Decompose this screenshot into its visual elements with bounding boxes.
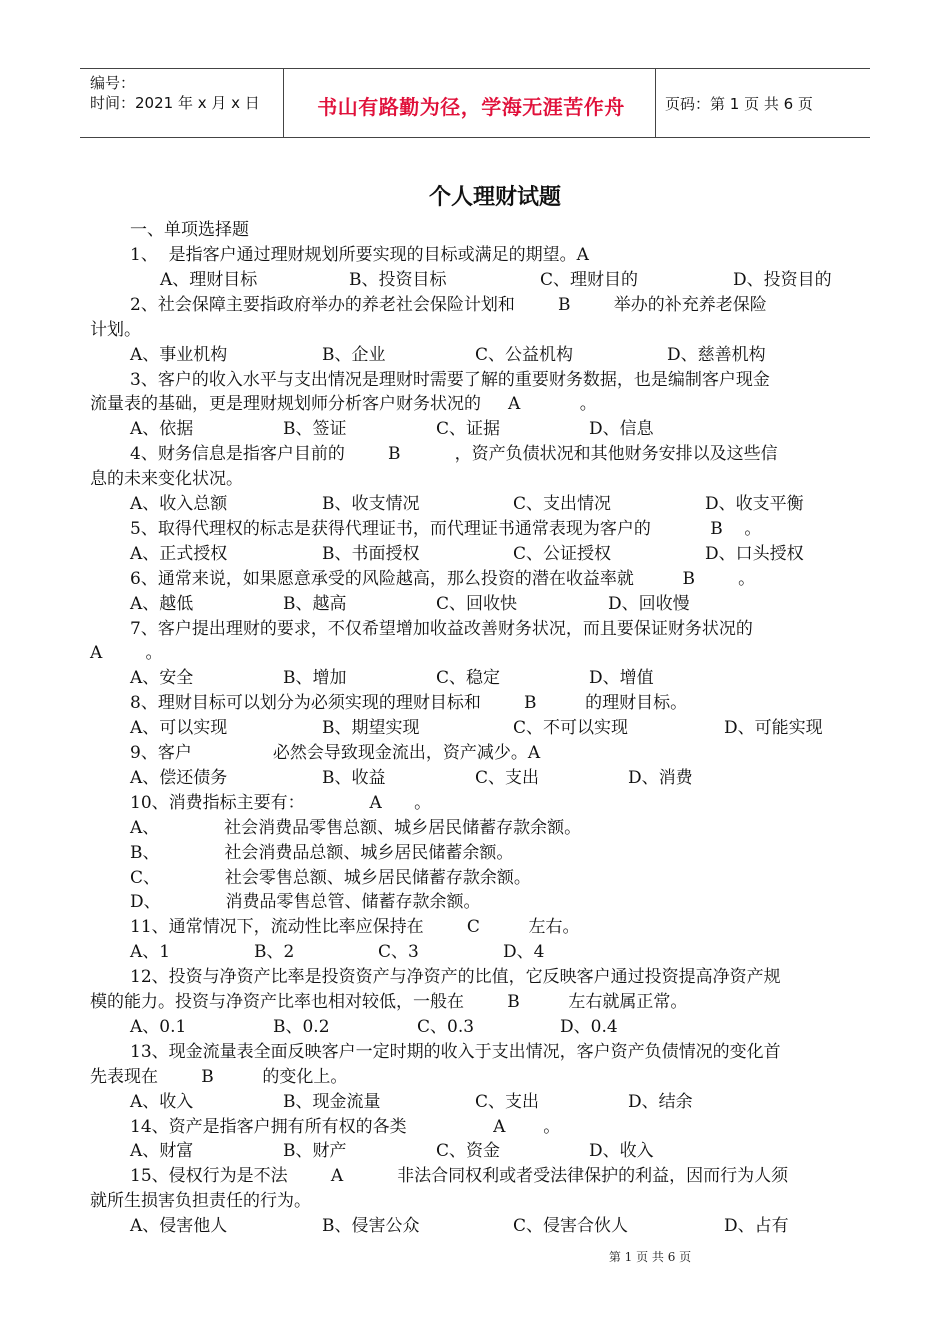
question-text: 10、消费指标主要有： A 。 — [130, 792, 432, 813]
answer-option: A、安全 — [130, 668, 194, 689]
question-text: 8、理财目标可以划分为必须实现的理财目标和 B 的理财目标。 — [130, 693, 688, 714]
answer-option: B、越高 — [283, 593, 347, 614]
answer-option: D、收入 — [589, 1141, 654, 1162]
answer-option: C、资金 — [436, 1141, 501, 1162]
answer-option: D、投资目的 — [733, 269, 832, 290]
answer-option: C、支出 — [475, 767, 540, 788]
question-text: 4、财务信息是指客户目前的 B ，资产负债状况和其他财务安排以及这些信 — [130, 444, 778, 465]
question-text: 计划。 — [90, 319, 141, 340]
question-text: 13、现金流量表全面反映客户一定时期的收入于支出情况，客户资产负债情况的变化首 — [130, 1041, 781, 1062]
answer-option: C、公益机构 — [475, 344, 574, 365]
answer-option: D、增值 — [589, 668, 654, 689]
question-text: 息的未来变化状况。 — [90, 469, 243, 490]
answer-option: D、回收慢 — [608, 593, 690, 614]
question-text: 先表现在 B 的变化上。 — [90, 1066, 348, 1087]
answer-option: C、支出情况 — [513, 494, 612, 514]
question-text: 9、客户 必然会导致现金流出，资产减少。A — [130, 743, 541, 763]
answer-option: A、侵害他人 — [130, 1216, 228, 1237]
answer-option: A、 社会消费品零售总额、城乡居民储蓄存款余额。 — [130, 817, 582, 838]
question-text: 11、通常情况下，流动性比率应保持在 C 左右。 — [130, 917, 580, 938]
question-text: 3、客户的收入水平与支出情况是理财时需要了解的重要财务数据，也是编制客户现金 — [130, 369, 770, 390]
answer-option: A、偿还债务 — [130, 767, 228, 788]
header-motto: 书山有路勤为径，学海无涯苦作舟 — [317, 95, 625, 119]
answer-option: D、信息 — [589, 419, 654, 440]
question-text: 2、社会保障主要指政府举办的养老社会保险计划和 B 举办的补充养老保险 — [130, 294, 767, 315]
question-text: 5、取得代理权的标志是获得代理证书，而代理证书通常表现为客户的 B 。 — [130, 518, 762, 539]
answer-option: A、收入 — [130, 1091, 194, 1112]
question-text: 15、侵权行为是不法 A 非法合同权利或者受法律保护的利益，因而行为人须 — [130, 1166, 789, 1187]
answer-option: B、现金流量 — [283, 1091, 381, 1112]
question-text: 1、 是指客户通过理财规划所要实现的目标或满足的期望。A — [130, 245, 589, 265]
answer-option: B、投资目标 — [349, 269, 447, 290]
answer-option: B、增加 — [283, 668, 347, 689]
answer-option: A、收入总额 — [130, 494, 228, 514]
answer-option: B、0.2 — [273, 1016, 330, 1037]
answer-option: C、回收快 — [436, 593, 518, 614]
answer-option: D、4 — [503, 942, 545, 963]
header-page-info: 页码：第 1 页 共 6 页 — [665, 95, 813, 113]
answer-option: A、正式授权 — [130, 543, 228, 564]
answer-option: A、事业机构 — [130, 344, 228, 365]
answer-option: C、理财目的 — [540, 269, 639, 290]
answer-option: D、消费 — [628, 767, 693, 788]
answer-option: B、财产 — [283, 1141, 347, 1162]
answer-option: A、财富 — [130, 1141, 194, 1162]
header-time: 时间：2021 年 x 月 x 日 — [90, 94, 260, 112]
answer-option: B、侵害公众 — [322, 1216, 420, 1237]
question-text: 流量表的基础，更是理财规划师分析客户财务状况的 A 。 — [90, 394, 597, 415]
question-text: 就所生损害负担责任的行为。 — [90, 1191, 311, 1212]
answer-option: D、 消费品零售总管、储蓄存款余额。 — [130, 892, 481, 913]
answer-option: C、3 — [378, 942, 419, 963]
question-text: A 。 — [90, 643, 163, 664]
answer-option: A、1 — [130, 942, 171, 963]
header-meta — [90, 73, 260, 113]
answer-option: B、收益 — [322, 767, 386, 788]
header-divider — [283, 69, 284, 137]
question-text: 7、客户提出理财的要求，不仅希望增加收益改善财务状况，而且要保证财务状况的 — [130, 618, 753, 639]
answer-option: B、2 — [254, 942, 295, 963]
answer-option: C、支出 — [475, 1091, 540, 1112]
answer-option: A、理财目标 — [160, 269, 258, 290]
answer-option: A、0.1 — [130, 1016, 187, 1037]
header-number: 编号： — [90, 74, 136, 92]
answer-option: D、结余 — [628, 1091, 693, 1112]
question-text: 12、投资与净资产比率是投资资产与净资产的比值，它反映客户通过投资提高净资产规 — [130, 967, 781, 988]
answer-option: C、证据 — [436, 419, 501, 440]
answer-option: D、慈善机构 — [667, 344, 766, 365]
answer-option: B、收支情况 — [322, 494, 420, 514]
answer-option: C、0.3 — [417, 1016, 475, 1037]
answer-option: A、可以实现 — [130, 718, 228, 739]
answer-option: D、0.4 — [560, 1016, 618, 1037]
question-text: 6、通常来说，如果愿意承受的风险越高，那么投资的潜在收益率就 B 。 — [130, 568, 756, 589]
answer-option: D、收支平衡 — [705, 494, 804, 514]
document-title: 个人理财试题 — [428, 185, 561, 210]
answer-option: B、书面授权 — [322, 543, 420, 564]
answer-option: C、不可以实现 — [513, 718, 629, 739]
answer-option: D、口头授权 — [705, 543, 804, 564]
answer-option: A、越低 — [130, 593, 194, 614]
answer-option: B、期望实现 — [322, 718, 420, 739]
answer-option: B、签证 — [283, 419, 347, 440]
section-heading: 一、单项选择题 — [130, 220, 249, 240]
answer-option: C、侵害合伙人 — [513, 1216, 629, 1237]
answer-option: D、可能实现 — [724, 718, 823, 739]
answer-option: C、公证授权 — [513, 543, 612, 564]
page-header — [80, 68, 870, 138]
answer-option: C、稳定 — [436, 668, 501, 689]
answer-option: B、 社会消费品总额、城乡居民储蓄余额。 — [130, 842, 514, 863]
answer-option: C、 社会零售总额、城乡居民储蓄存款余额。 — [130, 867, 531, 888]
question-text: 模的能力。投资与净资产比率也相对较低，一般在 B 左右就属正常。 — [90, 992, 688, 1012]
answer-option: B、企业 — [322, 344, 386, 365]
question-text: 14、资产是指客户拥有所有权的各类 A 。 — [130, 1116, 561, 1137]
answer-option: D、占有 — [724, 1216, 789, 1237]
answer-option: A、依据 — [130, 419, 194, 440]
page-footer: 第 1 页 共 6 页 — [608, 1250, 692, 1264]
